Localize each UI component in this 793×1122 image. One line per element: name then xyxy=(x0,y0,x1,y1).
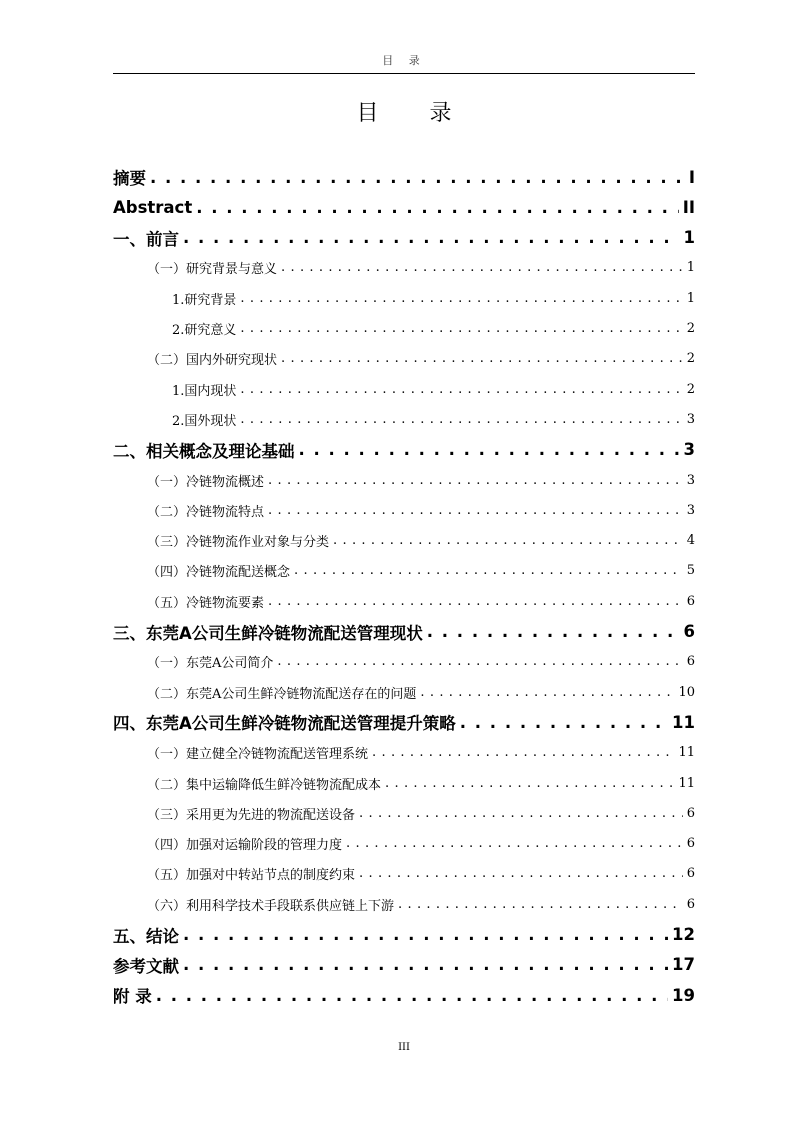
toc-entry[interactable] xyxy=(113,465,695,495)
toc-entry-page-number: 12 xyxy=(672,925,695,944)
toc-entry-label: （二）集中运输降低生鲜冷链物流配成本 xyxy=(147,777,382,793)
toc-entry[interactable] xyxy=(113,889,695,919)
toc-entry[interactable] xyxy=(113,253,695,283)
toc-entry-label: 参考文献 xyxy=(113,956,179,976)
toc-entry-label: 摘要 xyxy=(113,169,146,188)
dot-leader xyxy=(268,594,683,609)
toc-entry-label: （五）冷链物流要素 xyxy=(147,595,265,611)
dot-leader xyxy=(427,622,680,641)
page-title: 目 录 xyxy=(356,101,474,126)
toc-entry-label: （一）建立健全冷链物流配送管理系统 xyxy=(147,747,369,763)
dot-leader xyxy=(359,866,683,881)
toc-entry-page-number: 1 xyxy=(686,290,695,306)
toc-entry-label: 2.国外现状 xyxy=(172,413,237,429)
toc-entry[interactable] xyxy=(113,677,695,707)
toc-entry-page-number: 11 xyxy=(678,775,695,791)
toc-entry-label: 1.研究背景 xyxy=(172,292,237,308)
toc-entry[interactable] xyxy=(113,738,695,768)
toc-entry[interactable] xyxy=(113,162,695,192)
toc-entry-label: 五、结论 xyxy=(113,926,179,946)
toc-entry[interactable] xyxy=(113,435,695,465)
toc-entry-page-number: 3 xyxy=(686,502,695,518)
toc-entry-page-number: 6 xyxy=(686,654,695,670)
toc-entry-page-number: 3 xyxy=(686,472,695,488)
dot-leader xyxy=(281,351,683,366)
toc-entry-label: （三）采用更为先进的物流配送设备 xyxy=(147,807,356,823)
toc-entry[interactable] xyxy=(113,223,695,253)
dot-leader xyxy=(183,925,668,944)
dot-leader xyxy=(240,291,682,306)
toc-entry[interactable] xyxy=(113,526,695,556)
toc-entry[interactable] xyxy=(113,768,695,798)
header-divider xyxy=(113,73,695,74)
toc-entry-label: 二、相关概念及理论基础 xyxy=(113,441,295,461)
toc-entry[interactable] xyxy=(113,404,695,434)
toc-entry-label: （一）冷链物流概述 xyxy=(147,474,265,490)
dot-leader xyxy=(299,440,680,459)
toc-entry-label: （一）研究背景与意义 xyxy=(147,262,278,278)
toc-entry[interactable] xyxy=(113,344,695,374)
toc-entry-page-number: 4 xyxy=(686,533,695,549)
toc-entry-page-number: 6 xyxy=(686,866,695,882)
toc-entry-label: 2.研究意义 xyxy=(172,323,237,338)
toc-entry-page-number: 3 xyxy=(686,411,695,427)
toc-entry[interactable] xyxy=(113,829,695,859)
dot-leader xyxy=(240,412,682,427)
toc-entry-page-number: 5 xyxy=(686,563,695,579)
toc-entry-page-number: 2 xyxy=(686,381,695,397)
toc-entry-page-number: 6 xyxy=(686,836,695,852)
dot-leader xyxy=(460,713,668,732)
toc-entry-label: 三、东莞A公司生鲜冷链物流配送管理现状 xyxy=(113,623,423,643)
toc-entry[interactable] xyxy=(113,950,695,980)
toc-entry[interactable] xyxy=(113,556,695,586)
dot-leader xyxy=(240,382,682,397)
toc-entry-page-number: 6 xyxy=(686,805,695,821)
toc-entry[interactable] xyxy=(113,374,695,404)
toc-entry[interactable] xyxy=(113,586,695,616)
toc-entry-page-number: 1 xyxy=(683,228,695,248)
dot-leader xyxy=(420,685,674,700)
dot-leader xyxy=(277,654,682,669)
toc-entry-page-number: 11 xyxy=(672,712,695,732)
toc-entry-label: 一、前言 xyxy=(113,229,179,249)
toc-entry-page-number: 1 xyxy=(686,260,695,276)
dot-leader xyxy=(196,198,678,217)
dot-leader xyxy=(385,776,674,791)
dot-leader xyxy=(268,503,683,518)
toc-entry[interactable] xyxy=(113,617,695,647)
toc-entry-page-number: 6 xyxy=(686,593,695,609)
toc-entry-page-number: 2 xyxy=(686,321,695,336)
toc-entry-label: 1.国内现状 xyxy=(172,383,237,399)
toc-entry-label: （四）加强对运输阶段的管理力度 xyxy=(147,838,343,854)
toc-entry[interactable] xyxy=(113,314,695,344)
dot-leader xyxy=(281,260,683,275)
toc-entry-label: 四、东莞A公司生鲜冷链物流配送管理提升策略 xyxy=(113,714,456,734)
dot-leader xyxy=(372,745,674,760)
toc-entry-page-number: 6 xyxy=(686,896,695,912)
dot-leader xyxy=(183,228,680,247)
toc-entry[interactable] xyxy=(113,980,695,1010)
toc-entry-label: （二）东莞A公司生鲜冷链物流配送存在的问题 xyxy=(147,686,417,702)
toc-entry[interactable] xyxy=(113,283,695,313)
toc-entry[interactable] xyxy=(113,192,695,222)
toc-entry-label: （五）加强对中转站节点的制度约束 xyxy=(147,868,356,884)
dot-leader xyxy=(268,473,683,488)
toc-entry-page-number: 3 xyxy=(683,440,695,460)
dot-leader xyxy=(398,897,683,912)
toc-entry[interactable] xyxy=(113,495,695,525)
toc-entry-label: （六）利用科学技术手段联系供应链上下游 xyxy=(147,898,395,914)
dot-leader xyxy=(150,168,685,187)
toc-entry-label: Abstract xyxy=(113,197,193,217)
dot-leader xyxy=(294,563,683,578)
toc-entry-page-number: 10 xyxy=(678,684,695,700)
toc-entry-page-number: 11 xyxy=(678,745,695,761)
dot-leader xyxy=(359,806,683,821)
toc-entry-page-number: 19 xyxy=(672,985,695,1005)
toc-entry[interactable] xyxy=(113,647,695,677)
toc-entry-label: （四）冷链物流配送概念 xyxy=(147,565,291,581)
dot-leader xyxy=(240,321,682,336)
toc-entry[interactable] xyxy=(113,859,695,889)
toc-entry-label: （二）冷链物流特点 xyxy=(147,504,265,520)
dot-leader xyxy=(346,836,683,851)
footer-page-number: III xyxy=(398,1042,410,1053)
toc-entry-label: 附 录 xyxy=(113,987,152,1007)
toc-entry-label: （二）国内外研究现状 xyxy=(147,353,278,369)
toc-entry-page-number: I xyxy=(688,167,695,187)
toc-entry[interactable] xyxy=(113,798,695,828)
toc-entry-page-number: 17 xyxy=(672,955,695,975)
dot-leader xyxy=(333,533,683,548)
dot-leader xyxy=(183,955,668,974)
dot-leader xyxy=(156,986,668,1005)
toc-entry-page-number: 2 xyxy=(686,351,695,367)
running-header: 目 录 xyxy=(382,54,426,67)
toc-entry-label: （一）东莞A公司简介 xyxy=(147,656,274,672)
toc-entry-page-number: 6 xyxy=(683,622,695,641)
toc-entry-label: （三）冷链物流作业对象与分类 xyxy=(147,535,330,551)
toc-entry[interactable] xyxy=(113,707,695,737)
toc-entry[interactable] xyxy=(113,920,695,950)
toc-entry-page-number: II xyxy=(682,197,695,217)
